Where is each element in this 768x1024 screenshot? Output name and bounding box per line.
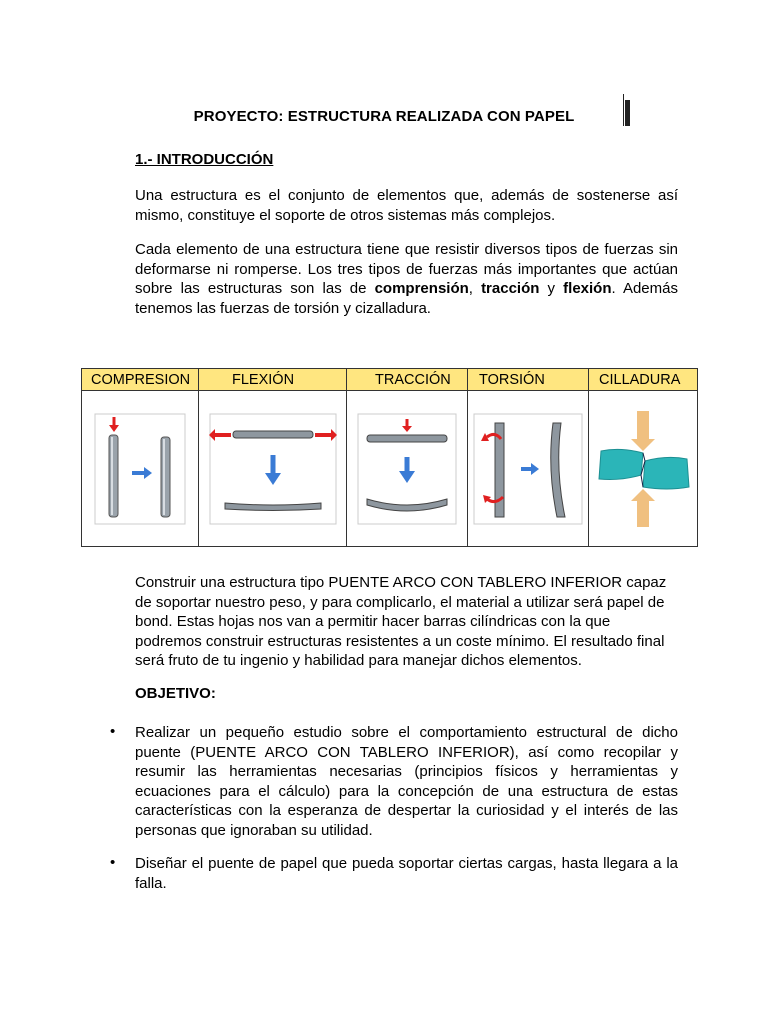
project-paragraph: Construir una estructura tipo PUENTE ARCO CON TABLERO INFERIOR capaz de soportar nuestro peso, y para complicarlo, el material a utilizar será papel de bond. Estas hojas nos van a permitir hacer barras cilíndricas con la que podremos construir estructuras resistentes a un coste mínimo. El resultado final será fruto de tu ingenio y habilidad para manejar dichos elementos. — [135, 574, 667, 669]
flexion-illustration — [209, 413, 337, 525]
compression-illustration — [94, 413, 186, 525]
keyword-traction: tracción — [481, 280, 540, 297]
intro-text-1: Cada elemento de una estructura tiene que resistir diversos tipos de fuerzas sin deformarse ni romperse. Los tres tipos de fuerzas más importantes que actúan sobre las estructuras son las de — [135, 241, 678, 297]
objective-item-2: Diseñar el puente de papel que pueda soportar ciertas cargas, hasta llegara a la falla. — [135, 855, 678, 892]
margin-mark — [623, 94, 631, 126]
separator-2: y — [539, 280, 564, 297]
intro-text-2: . Además tenemos las fuerzas de torsión y cizalladura. — [135, 280, 678, 317]
header-cilladura: CILLADURA — [599, 371, 681, 388]
traccion-illustration — [357, 413, 457, 525]
header-traccion: TRACCIÓN — [375, 371, 451, 388]
intro-paragraph-1: Una estructura es el conjunto de elementos que, además de sostenerse así mismo, constituye el soporte de otros sistemas más complejos. — [135, 187, 678, 224]
document-title: PROYECTO: ESTRUCTURA REALIZADA CON PAPEL — [193, 108, 575, 125]
objective-item-1: Realizar un pequeño estudio sobre el comportamiento estructural de dicho puente (PUENTE ARCO CON TABLERO INFERIOR), así como recopilar y resumir las herramientas necesarias (principios físicos y herramientas y ecuaciones para el cálculo) para la concepción de una estructura de estas características con la esperanza de despertar la curiosidad y el interés de las personas que ignoraban su utilidad. — [135, 724, 678, 839]
separator-1: , — [468, 280, 482, 297]
header-torsion: TORSIÓN — [479, 371, 545, 388]
keyword-compression: comprensión — [374, 280, 469, 297]
torsion-illustration — [473, 413, 583, 525]
force-types-table — [81, 368, 698, 547]
header-flexion: FLEXIÓN — [232, 371, 295, 388]
section-heading: 1.- INTRODUCCIÓN — [135, 151, 274, 168]
bullet-icon: • — [110, 854, 116, 871]
bullet-icon: • — [110, 723, 116, 740]
intro-paragraph-2 — [135, 240, 678, 318]
cizalladura-illustration — [593, 409, 693, 529]
objective-heading: OBJETIVO: — [135, 685, 216, 702]
keyword-flexion: flexión — [563, 280, 612, 297]
header-compresion: COMPRESION — [91, 371, 191, 388]
